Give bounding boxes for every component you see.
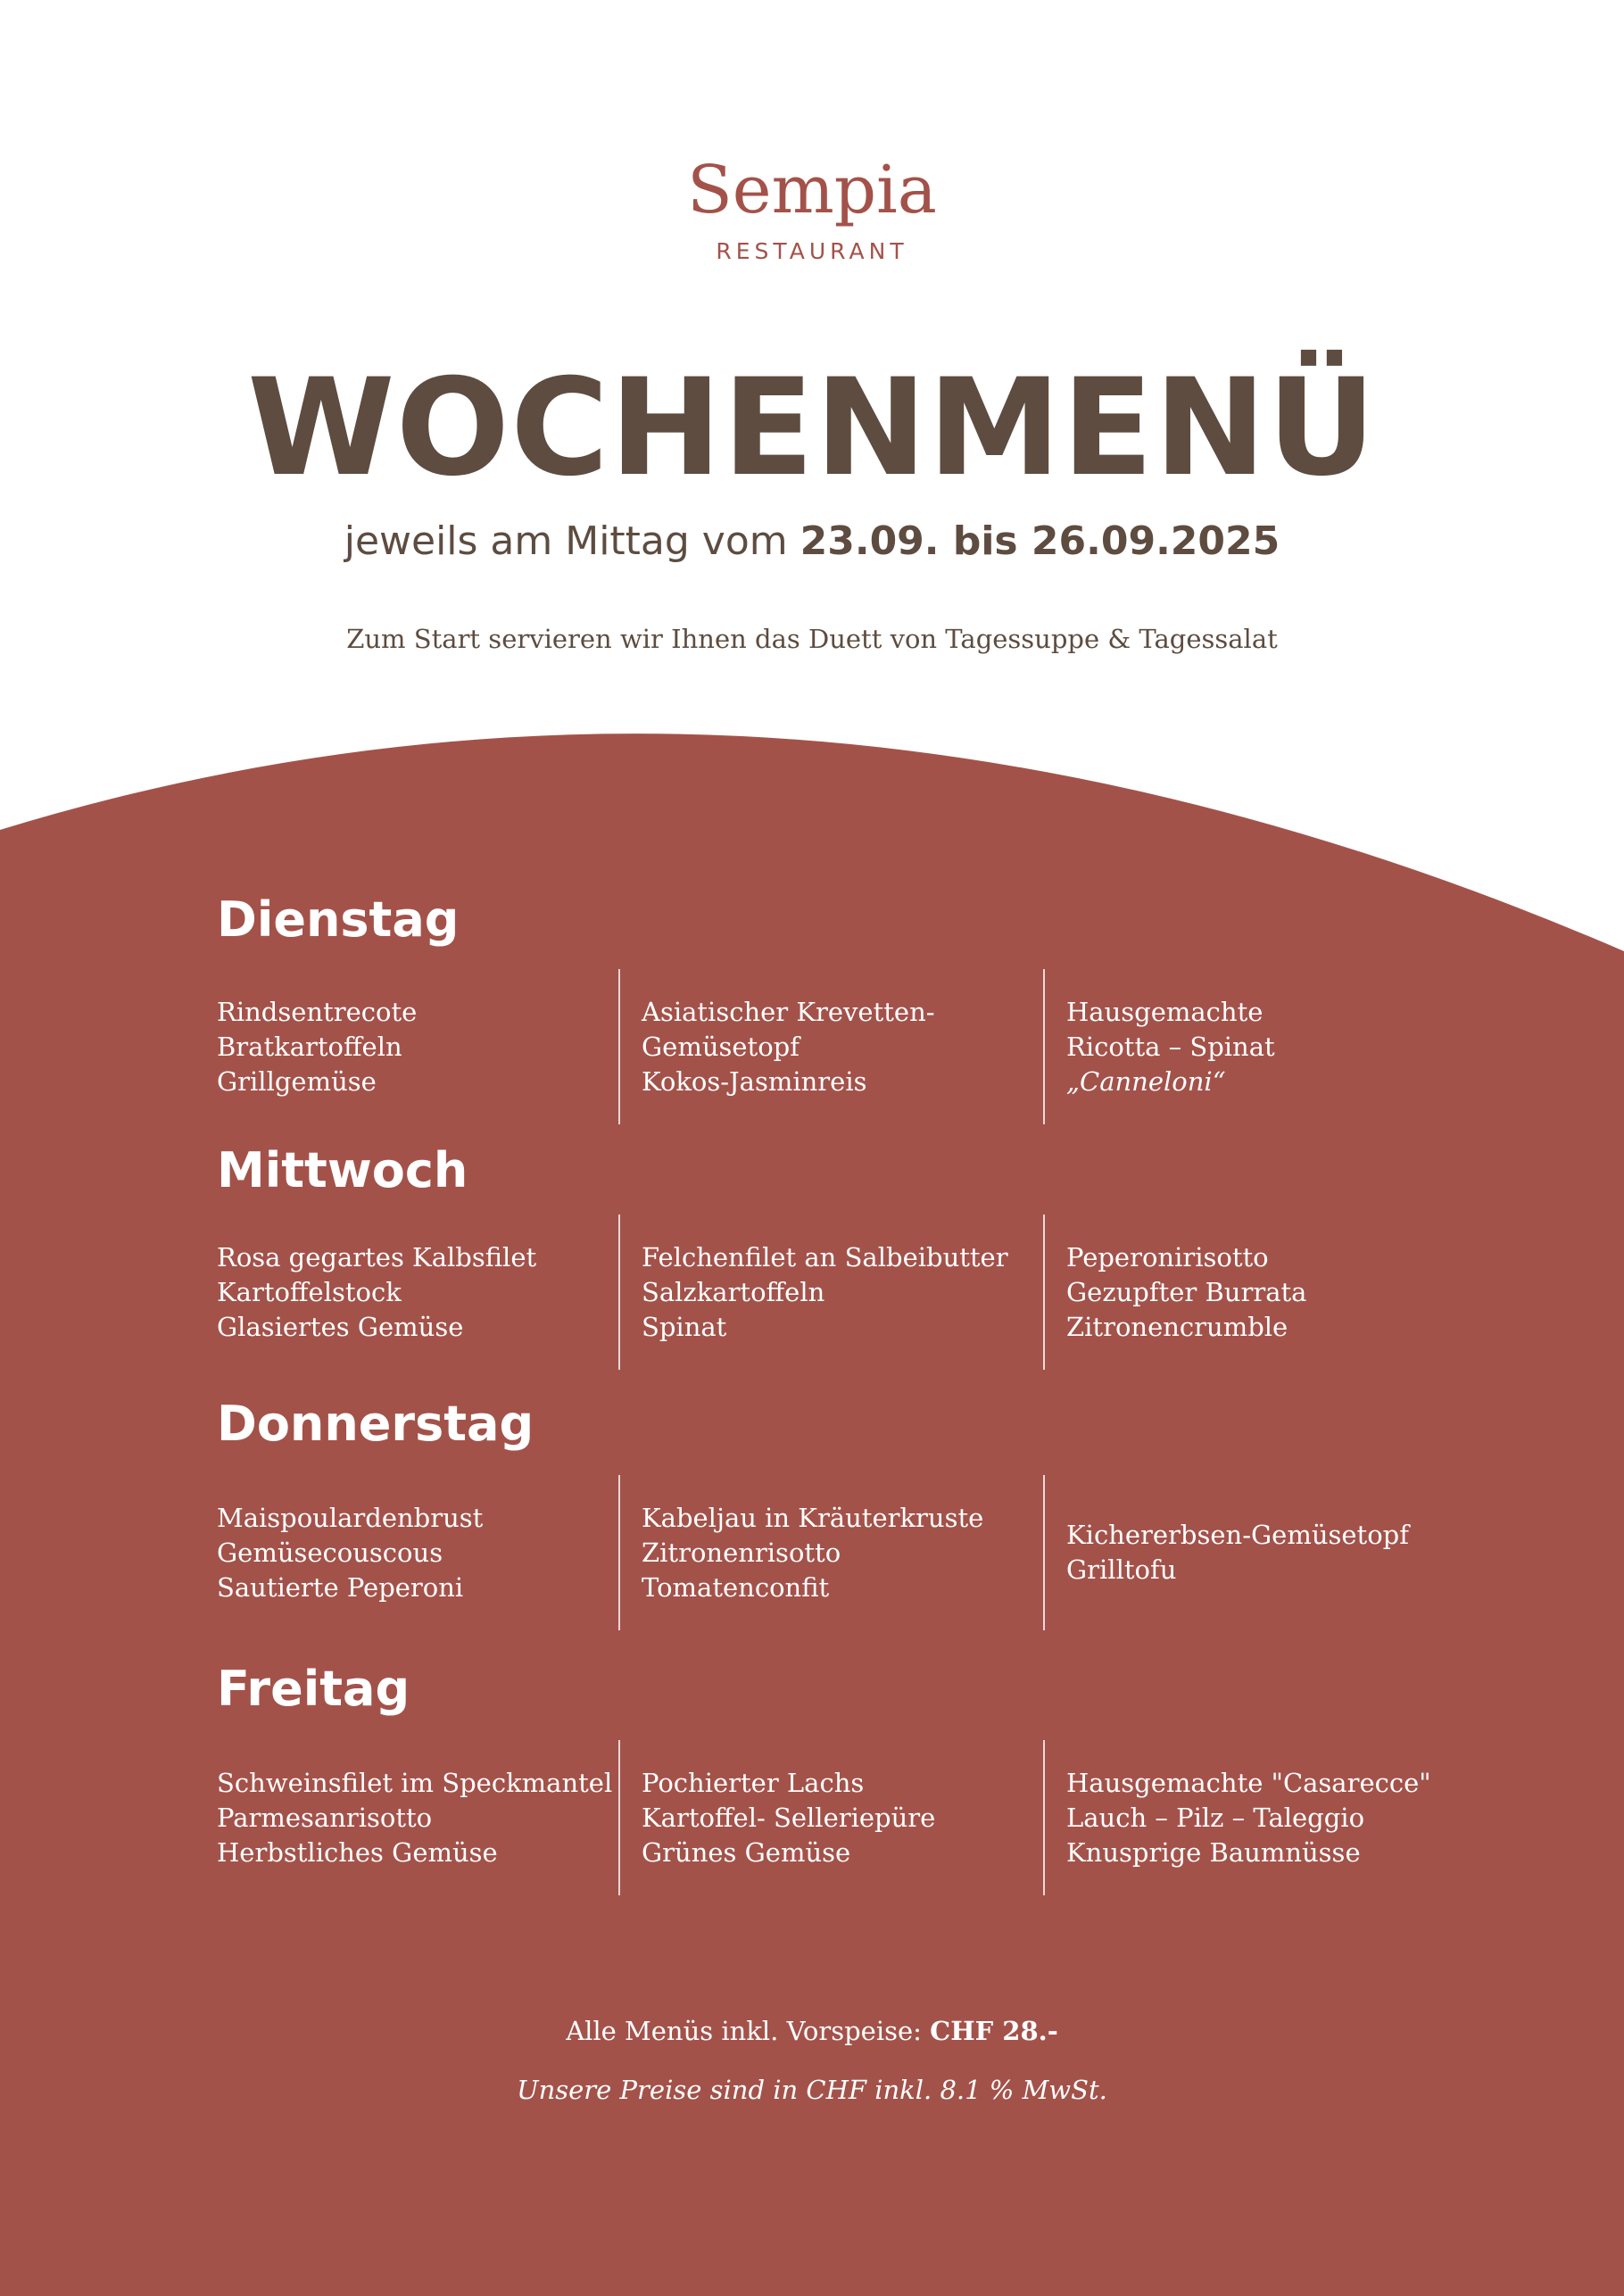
day-title: Donnerstag	[217, 1396, 534, 1452]
dish-line: Zitronenrisotto	[642, 1537, 841, 1568]
column-divider	[1043, 1475, 1045, 1630]
dish-2	[642, 1214, 1034, 1370]
dish-line: Knusprige Baumnüsse	[1066, 1836, 1361, 1868]
dish-1	[217, 1214, 609, 1370]
column-divider	[618, 969, 620, 1124]
column-divider	[618, 1740, 620, 1895]
dish-line: Grilltofu	[1066, 1554, 1177, 1585]
date-prefix: jeweils am Mittag vom	[344, 518, 800, 564]
dish-row	[217, 1475, 1466, 1630]
dish-line: Grünes Gemüse	[642, 1836, 851, 1868]
date-range: 23.09. bis 26.09.2025	[800, 518, 1280, 564]
dish-line: Felchenfilet an Salbeibutter	[642, 1241, 1008, 1272]
dish-line: Grillgemüse	[217, 1065, 377, 1097]
logo-subtitle: RESTAURANT	[716, 238, 908, 264]
dish-line: Lauch – Pilz – Taleggio	[1066, 1802, 1365, 1833]
column-divider	[618, 1475, 620, 1630]
price-line	[0, 2013, 1624, 2049]
dish-line: Gezupfter Burrata	[1066, 1276, 1307, 1307]
price-prefix: Alle Menüs inkl. Vorspeise:	[566, 2016, 931, 2046]
dish-row	[217, 1214, 1466, 1370]
price-value: CHF 28.-	[930, 2016, 1058, 2046]
dish-1	[217, 969, 609, 1124]
dish-line: Schweinsfilet im Speckmantel	[217, 1767, 613, 1798]
column-divider	[1043, 1214, 1045, 1370]
dish-line: Rindsentrecote	[217, 996, 418, 1027]
dish-line: Ricotta – Spinat	[1066, 1031, 1275, 1062]
dish-1	[217, 1475, 609, 1630]
dish-line: Spinat	[642, 1311, 727, 1342]
dish-line: Pochierter Lachs	[642, 1767, 865, 1798]
dish-line: Herbstliches Gemüse	[217, 1836, 498, 1868]
day-title: Dienstag	[217, 891, 460, 948]
dish-line: Kartoffel- Selleriepüre	[642, 1802, 936, 1833]
dish-line: Hausgemachte "Casarecce"	[1066, 1767, 1431, 1798]
tax-note: Unsere Preise sind in CHF inkl. 8.1 % MwSt.	[517, 2075, 1107, 2105]
dish-2	[642, 1475, 1034, 1630]
dish-line: Parmesanrisotto	[217, 1802, 433, 1833]
dish-line: Bratkartoffeln	[217, 1031, 402, 1062]
dish-3	[1066, 1475, 1459, 1630]
day-title: Freitag	[217, 1661, 410, 1717]
dish-2	[642, 969, 1034, 1124]
dish-line: „Canneloni“	[1066, 1065, 1226, 1097]
dish-line: Peperonirisotto	[1066, 1241, 1269, 1272]
dish-line: Asiatischer Krevetten-	[642, 996, 935, 1027]
dish-2	[642, 1740, 1034, 1895]
dish-line: Salzkartoffeln	[642, 1276, 825, 1307]
dish-line: Zitronencrumble	[1066, 1311, 1288, 1342]
dish-line: Tomatenconfit	[642, 1571, 830, 1603]
dish-3	[1066, 969, 1459, 1124]
column-divider	[618, 1214, 620, 1370]
page-title: WOCHENMENÜ	[247, 351, 1377, 506]
dish-line: Gemüsecouscous	[217, 1537, 443, 1568]
dish-3	[1066, 1214, 1459, 1370]
dish-line: Rosa gegartes Kalbsfilet	[217, 1241, 537, 1272]
dish-line: Kartoffelstock	[217, 1276, 402, 1307]
day-section-mittwoch	[217, 1140, 1466, 1342]
day-title: Mittwoch	[217, 1142, 468, 1198]
dish-row	[217, 1740, 1466, 1895]
dish-line: Glasiertes Gemüse	[217, 1311, 464, 1342]
dish-row	[217, 969, 1466, 1124]
intro-text: Zum Start servieren wir Ihnen das Duett von Tagessuppe & Tagessalat	[346, 624, 1278, 654]
logo-name: Sempia	[687, 152, 937, 228]
dish-3	[1066, 1740, 1459, 1895]
dish-line: Maispoulardenbrust	[217, 1502, 484, 1533]
dish-line: Gemüsetopf	[642, 1031, 800, 1062]
dish-1	[217, 1740, 613, 1895]
dish-line: Hausgemachte	[1066, 996, 1264, 1027]
dish-line: Kichererbsen-Gemüsetopf	[1066, 1520, 1409, 1550]
column-divider	[1043, 969, 1045, 1124]
dish-line: Kokos-Jasminreis	[642, 1065, 867, 1097]
dish-line: Sautierte Peperoni	[217, 1571, 464, 1603]
dish-line: Kabeljau in Kräuterkruste	[642, 1502, 984, 1533]
date-line	[0, 515, 1624, 568]
day-section-freitag	[217, 1658, 1466, 1868]
day-section-donnerstag	[217, 1393, 1466, 1603]
column-divider	[1043, 1740, 1045, 1895]
day-section-dienstag	[217, 889, 1466, 1097]
